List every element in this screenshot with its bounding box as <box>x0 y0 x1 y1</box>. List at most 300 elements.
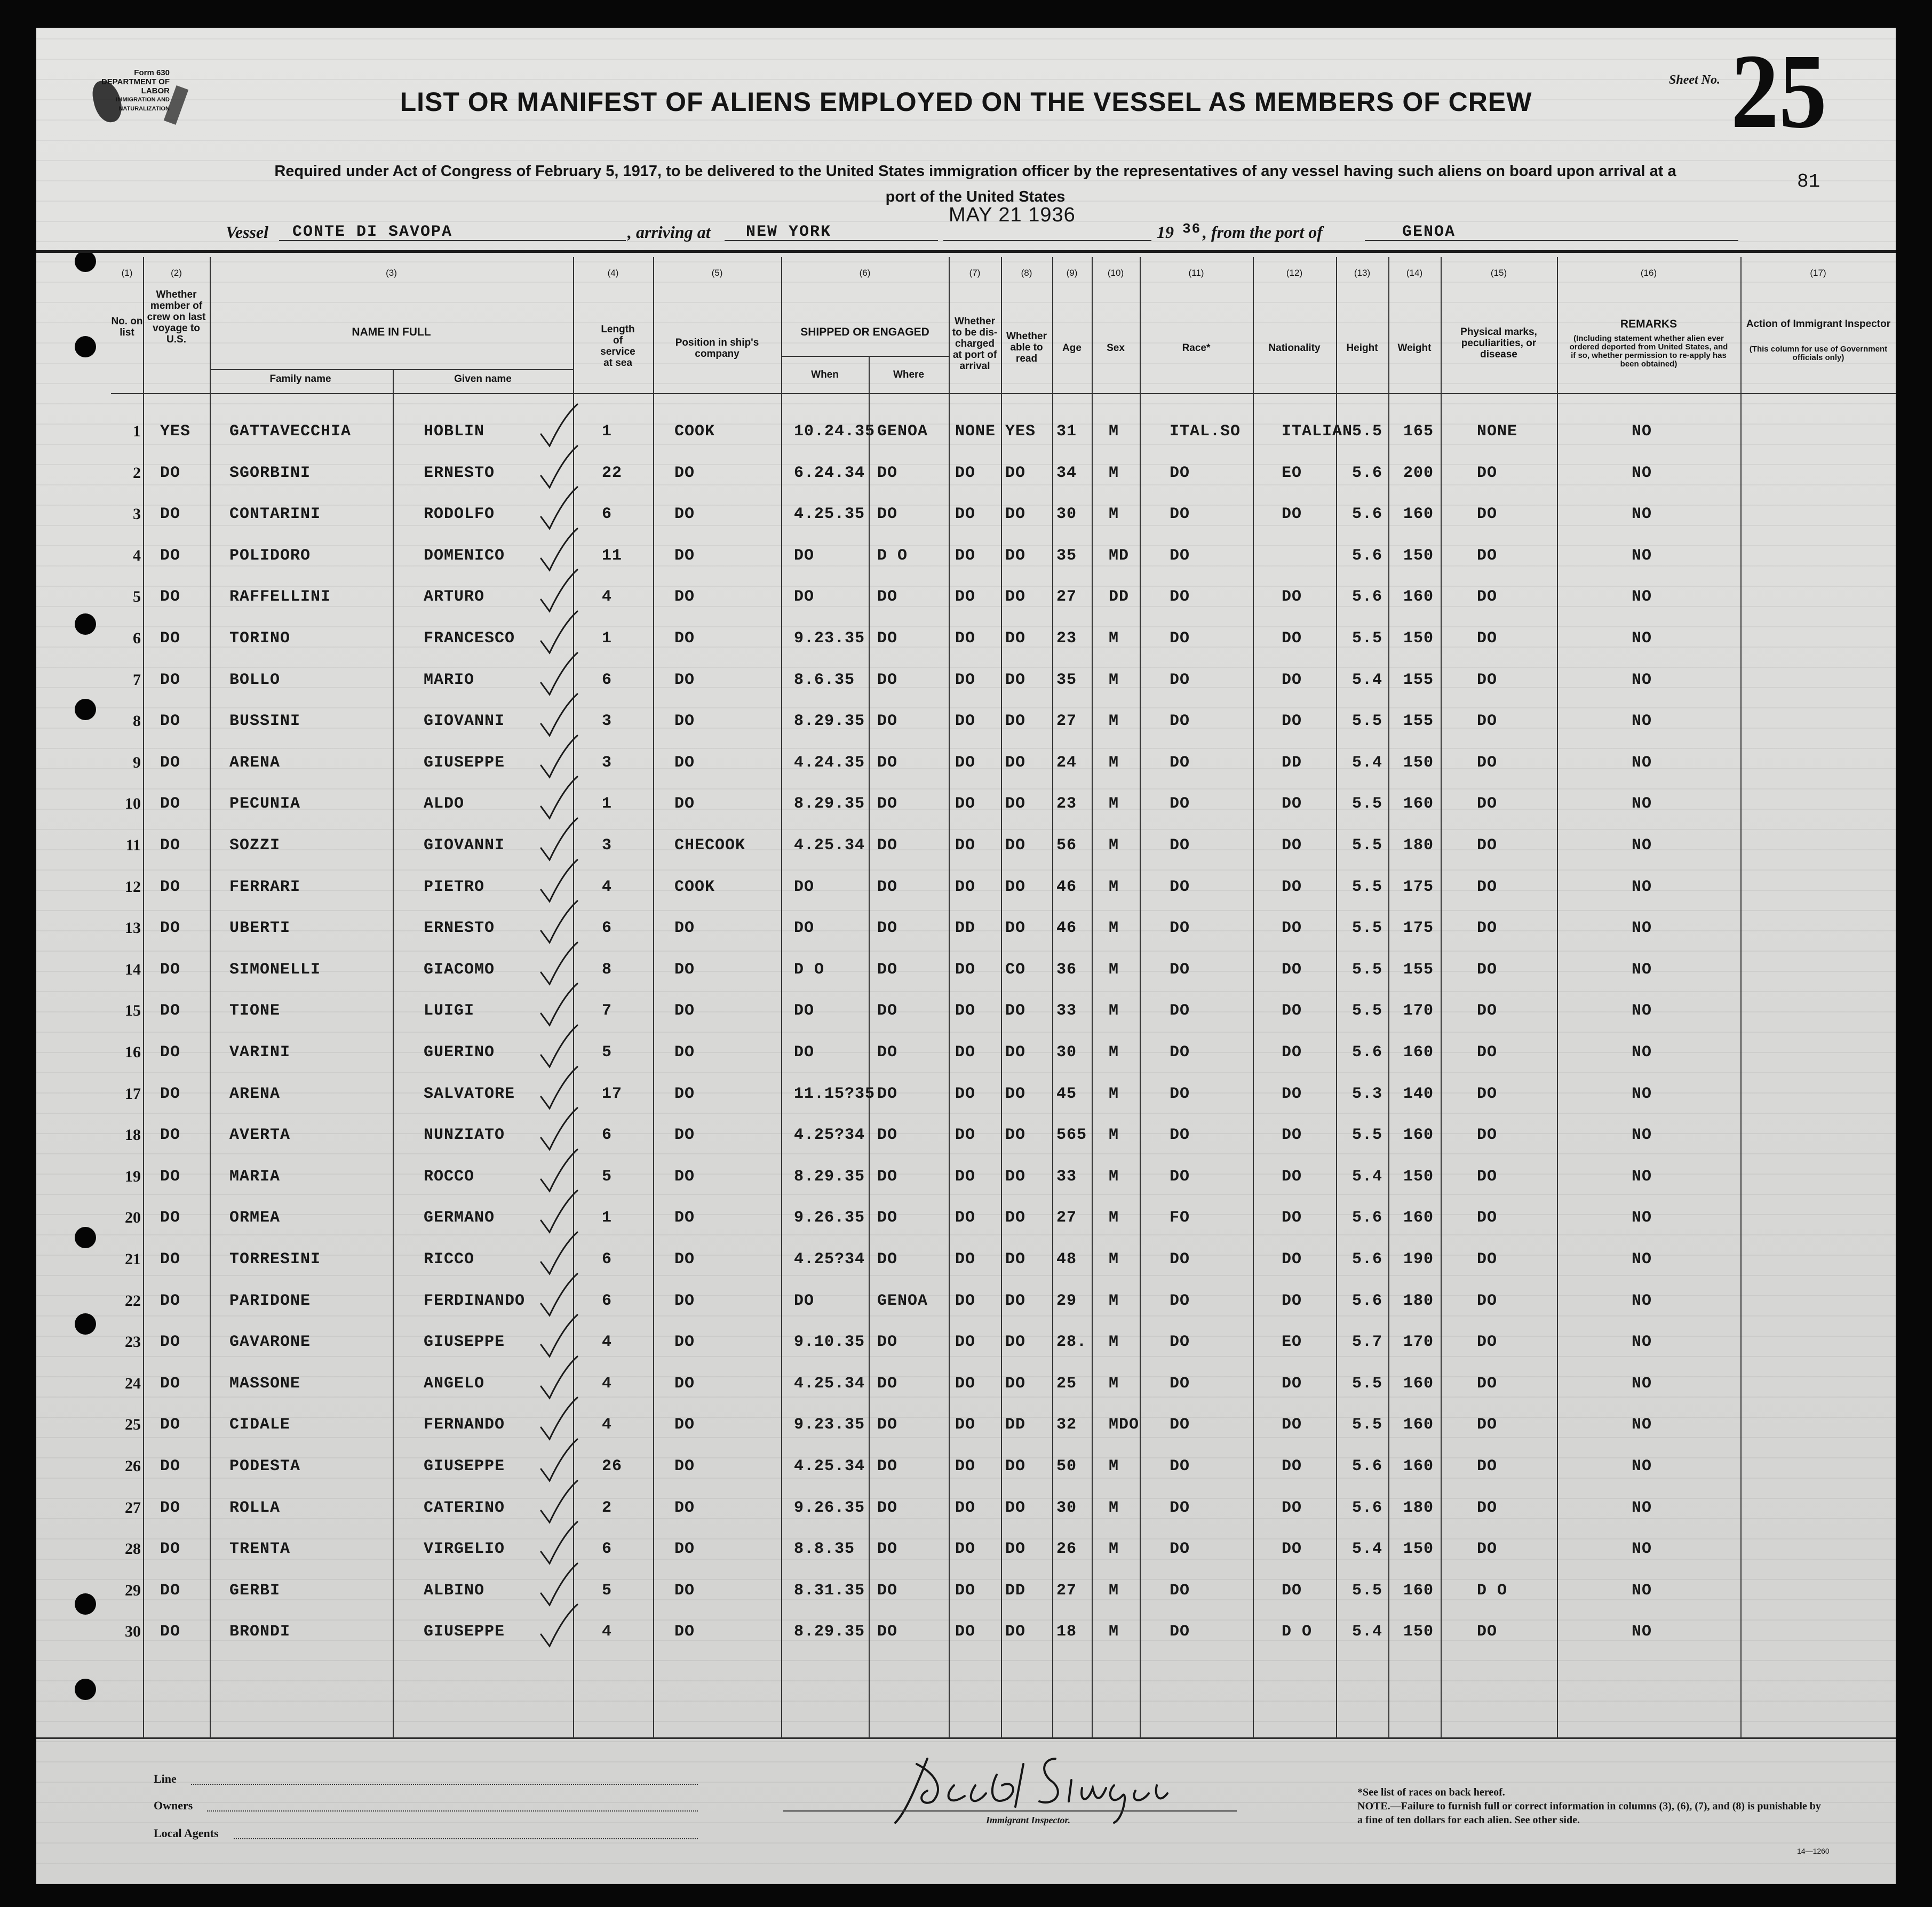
cell-family: POLIDORO <box>229 546 311 565</box>
cell-age: 25 <box>1056 1374 1077 1393</box>
cell-where: DO <box>877 505 898 524</box>
check-mark-icon <box>537 1312 579 1360</box>
cell-weight: 180 <box>1403 1291 1434 1310</box>
cell-height: 5.5 <box>1352 877 1383 896</box>
arriving-label: , arriving at <box>627 222 711 242</box>
cell-age: 30 <box>1056 505 1077 524</box>
cell-position: DO <box>674 753 695 772</box>
cell-weight: 155 <box>1403 671 1434 689</box>
cell-where: DO <box>877 1043 898 1062</box>
cell-read: YES <box>1005 422 1036 441</box>
check-mark-icon <box>537 1146 579 1194</box>
signature-line <box>783 1810 1237 1812</box>
cell-given: FERNANDO <box>424 1416 505 1434</box>
date-underline <box>943 240 1151 241</box>
check-mark-icon <box>537 566 579 615</box>
cell-discharged: DO <box>955 712 976 731</box>
table-row <box>36 1582 1896 1623</box>
cell-length: 6 <box>602 1126 613 1145</box>
cell-age: 26 <box>1056 1540 1077 1559</box>
cell-where: DO <box>877 919 898 938</box>
check-mark-icon <box>537 608 579 656</box>
cell-crew: DO <box>160 1333 181 1352</box>
cell-position: DO <box>674 464 695 482</box>
cell-read: DO <box>1005 1043 1026 1062</box>
cell-discharged: DO <box>955 1540 976 1559</box>
cell-read: DO <box>1005 1374 1026 1393</box>
cell-sex: MDO <box>1109 1416 1140 1434</box>
sheet-label: Sheet No. <box>1669 73 1720 87</box>
cell-given: CATERINO <box>424 1498 505 1517</box>
cell-family: PARIDONE <box>229 1291 311 1310</box>
cell-sex: M <box>1109 1043 1119 1062</box>
header-remarks-note: (Including statement whether alien ever ordered deported from United States, and if so, whether permission to re-apply has been obtained) <box>1569 334 1728 369</box>
cell-age: 35 <box>1056 546 1077 565</box>
row-number: 15 <box>125 1002 141 1020</box>
cell-crew: DO <box>160 1167 181 1186</box>
cell-position: COOK <box>674 877 715 896</box>
cell-marks: DO <box>1477 1167 1498 1186</box>
cell-age: 34 <box>1056 464 1077 482</box>
cell-sex: M <box>1109 1084 1119 1103</box>
row-number: 4 <box>133 546 141 564</box>
cell-when: 8.31.35 <box>794 1581 865 1600</box>
cell-position: DO <box>674 588 695 607</box>
cell-nationality: DO <box>1282 1498 1302 1517</box>
cell-crew: DO <box>160 836 181 855</box>
cell-discharged: DO <box>955 1250 976 1268</box>
colnum-7: (7) <box>969 268 981 278</box>
cell-race: DO <box>1170 1333 1190 1352</box>
cell-remarks: NO <box>1632 1002 1652 1020</box>
cell-length: 5 <box>602 1581 613 1600</box>
cell-crew: DO <box>160 1084 181 1103</box>
cell-position: DO <box>674 1126 695 1145</box>
form-code: 14—1260 <box>1797 1847 1830 1855</box>
cell-marks: DO <box>1477 505 1498 524</box>
name-subheader-rule <box>210 369 573 370</box>
cell-race: DO <box>1170 919 1190 938</box>
punch-hole <box>75 251 96 272</box>
check-mark-icon <box>537 732 579 780</box>
cell-sex: M <box>1109 1250 1119 1268</box>
cell-discharged: DO <box>955 1581 976 1600</box>
line-underline <box>191 1784 698 1785</box>
footnote-penalty: NOTE.—Failure to furnish full or correct information in columns (3), (6), (7), and (8) is punishable by a fine of ten dollars for each alien. See other side. <box>1357 1800 1821 1826</box>
cell-height: 5.5 <box>1352 1581 1383 1600</box>
cell-discharged: DO <box>955 546 976 565</box>
colnum-16: (16) <box>1640 268 1657 278</box>
cell-height: 5.6 <box>1352 1209 1383 1227</box>
cell-crew: DO <box>160 1126 181 1145</box>
check-mark-icon <box>537 484 579 532</box>
table-row <box>36 1499 1896 1541</box>
cell-where: D O <box>877 546 908 565</box>
cell-crew: DO <box>160 1002 181 1020</box>
cell-nationality: DO <box>1282 919 1302 938</box>
cell-discharged: DO <box>955 1623 976 1641</box>
cell-given: GUERINO <box>424 1043 495 1062</box>
cell-race: DO <box>1170 588 1190 607</box>
cell-marks: DO <box>1477 1209 1498 1227</box>
cell-remarks: NO <box>1632 629 1652 648</box>
cell-height: 5.5 <box>1352 1126 1383 1145</box>
header-crew-last-voyage: Whether member of crew on last voyage to U.S. <box>147 289 206 345</box>
cell-height: 5.4 <box>1352 753 1383 772</box>
cell-race: DO <box>1170 795 1190 813</box>
cell-crew: DO <box>160 464 181 482</box>
cell-nationality: DO <box>1282 712 1302 731</box>
cell-weight: 150 <box>1403 1540 1434 1559</box>
cell-when: 8.29.35 <box>794 1167 865 1186</box>
colnum-9: (9) <box>1066 268 1078 278</box>
cell-race: DO <box>1170 1167 1190 1186</box>
cell-age: 33 <box>1056 1002 1077 1020</box>
cell-position: DO <box>674 1250 695 1268</box>
cell-sex: M <box>1109 1126 1119 1145</box>
table-row <box>36 754 1896 795</box>
check-mark-icon <box>537 1064 579 1112</box>
table-row <box>36 1250 1896 1292</box>
check-mark-icon <box>537 691 579 739</box>
cell-height: 5.5 <box>1352 836 1383 855</box>
cell-nationality: DO <box>1282 1457 1302 1475</box>
header-able-read: Whether able to read <box>1006 331 1047 364</box>
table-row <box>36 588 1896 629</box>
cell-remarks: NO <box>1632 836 1652 855</box>
cell-discharged: DO <box>955 588 976 607</box>
cell-marks: DO <box>1477 588 1498 607</box>
row-number: 27 <box>125 1498 141 1517</box>
cell-weight: 150 <box>1403 546 1434 565</box>
cell-where: DO <box>877 1002 898 1020</box>
check-mark-icon <box>537 1022 579 1070</box>
cell-marks: DO <box>1477 712 1498 731</box>
cell-read: DO <box>1005 1167 1026 1186</box>
cell-race: DO <box>1170 1043 1190 1062</box>
cell-given: LUIGI <box>424 1002 475 1020</box>
cell-height: 5.5 <box>1352 422 1383 441</box>
cell-crew: DO <box>160 1374 181 1393</box>
check-mark-icon <box>537 1478 579 1526</box>
cell-weight: 155 <box>1403 960 1434 979</box>
cell-age: 45 <box>1056 1084 1077 1103</box>
cell-remarks: NO <box>1632 1416 1652 1434</box>
colnum-6: (6) <box>859 268 871 278</box>
cell-nationality: D O <box>1282 1623 1313 1641</box>
cell-discharged: DO <box>955 1209 976 1227</box>
cell-when: 4.25.35 <box>794 505 865 524</box>
cell-when: 11.15?35 <box>794 1084 876 1103</box>
cell-crew: DO <box>160 712 181 731</box>
row-number: 8 <box>133 712 141 730</box>
header-where: Where <box>893 369 925 380</box>
cell-read: DO <box>1005 1126 1026 1145</box>
cell-marks: DO <box>1477 960 1498 979</box>
cell-age: 24 <box>1056 753 1077 772</box>
cell-nationality: ITALIAN <box>1282 422 1353 441</box>
cell-crew: DO <box>160 795 181 813</box>
cell-position: DO <box>674 1457 695 1475</box>
cell-marks: DO <box>1477 919 1498 938</box>
cell-length: 4 <box>602 1333 613 1352</box>
cell-marks: DO <box>1477 546 1498 565</box>
cell-weight: 180 <box>1403 836 1434 855</box>
cell-remarks: NO <box>1632 1126 1652 1145</box>
cell-given: ROCCO <box>424 1167 475 1186</box>
cell-where: DO <box>877 1250 898 1268</box>
cell-position: DO <box>674 629 695 648</box>
cell-position: COOK <box>674 422 715 441</box>
cell-height: 5.5 <box>1352 960 1383 979</box>
vessel-label: Vessel <box>226 222 268 242</box>
row-number: 20 <box>125 1209 141 1227</box>
cell-remarks: NO <box>1632 919 1652 938</box>
row-number: 13 <box>125 919 141 937</box>
cell-marks: DO <box>1477 671 1498 689</box>
cell-sex: M <box>1109 505 1119 524</box>
cell-sex: M <box>1109 1209 1119 1227</box>
cell-position: DO <box>674 1416 695 1434</box>
row-number: 18 <box>125 1126 141 1144</box>
cell-height: 5.4 <box>1352 1167 1383 1186</box>
cell-age: 27 <box>1056 712 1077 731</box>
cell-position: DO <box>674 1498 695 1517</box>
row-number: 6 <box>133 629 141 647</box>
check-mark-icon <box>537 443 579 491</box>
cell-weight: 150 <box>1403 629 1434 648</box>
cell-given: GIUSEPPE <box>424 753 505 772</box>
cell-age: 32 <box>1056 1416 1077 1434</box>
cell-race: DO <box>1170 753 1190 772</box>
check-mark-icon <box>537 1601 579 1649</box>
check-mark-icon <box>537 939 579 987</box>
cell-crew: DO <box>160 629 181 648</box>
cell-where: DO <box>877 1209 898 1227</box>
cell-height: 5.7 <box>1352 1333 1383 1352</box>
cell-nationality: DO <box>1282 877 1302 896</box>
cell-position: DO <box>674 1374 695 1393</box>
header-weight: Weight <box>1397 342 1432 354</box>
table-row <box>36 1333 1896 1375</box>
footnote <box>1357 1785 1827 1827</box>
cell-when: 8.29.35 <box>794 712 865 731</box>
cell-when: 4.25.34 <box>794 1457 865 1475</box>
cell-position: DO <box>674 1043 695 1062</box>
cell-age: 33 <box>1056 1167 1077 1186</box>
row-number: 5 <box>133 588 141 606</box>
cell-age: 28. <box>1056 1333 1087 1352</box>
cell-sex: M <box>1109 1581 1119 1600</box>
check-mark-icon <box>537 401 579 449</box>
cell-weight: 165 <box>1403 422 1434 441</box>
cell-marks: DO <box>1477 629 1498 648</box>
cell-race: DO <box>1170 1084 1190 1103</box>
cell-race: DO <box>1170 836 1190 855</box>
row-number: 23 <box>125 1333 141 1351</box>
cell-read: DO <box>1005 919 1026 938</box>
cell-when: 8.8.35 <box>794 1540 855 1559</box>
cell-family: MARIA <box>229 1167 281 1186</box>
cell-weight: 160 <box>1403 1126 1434 1145</box>
vessel-name: CONTE DI SAVOPA <box>292 223 453 241</box>
cell-family: TORRESINI <box>229 1250 321 1268</box>
cell-given: PIETRO <box>424 877 485 896</box>
cell-age: 18 <box>1056 1623 1077 1641</box>
colnum-12: (12) <box>1286 268 1303 278</box>
cell-marks: D O <box>1477 1581 1508 1600</box>
cell-where: DO <box>877 795 898 813</box>
cell-remarks: NO <box>1632 422 1652 441</box>
cell-given: FRANCESCO <box>424 629 515 648</box>
cell-remarks: NO <box>1632 505 1652 524</box>
cell-read: DO <box>1005 464 1026 482</box>
table-row <box>36 712 1896 754</box>
cell-position: DO <box>674 1002 695 1020</box>
table-row <box>36 878 1896 920</box>
page-subtitle: Required under Act of Congress of February 5, 1917, to be delivered to the United States immigration officer by the representatives of any vessel having such aliens on board upon arrival at a port of the United States <box>274 163 1676 205</box>
cell-given: NUNZIATO <box>424 1126 505 1145</box>
cell-position: DO <box>674 1581 695 1600</box>
cell-height: 5.5 <box>1352 1002 1383 1020</box>
cell-position: DO <box>674 1623 695 1641</box>
cell-where: DO <box>877 1126 898 1145</box>
cell-sex: M <box>1109 753 1119 772</box>
cell-weight: 160 <box>1403 588 1434 607</box>
cell-race: DO <box>1170 1623 1190 1641</box>
cell-marks: DO <box>1477 1043 1498 1062</box>
cell-when: 8.29.35 <box>794 795 865 813</box>
from-port: GENOA <box>1402 223 1456 241</box>
cell-marks: DO <box>1477 836 1498 855</box>
table-row <box>36 1043 1896 1085</box>
row-number: 12 <box>125 877 141 896</box>
cell-marks: DO <box>1477 1084 1498 1103</box>
cell-weight: 150 <box>1403 1623 1434 1641</box>
cell-position: DO <box>674 795 695 813</box>
row-number: 24 <box>125 1374 141 1392</box>
colnum-15: (15) <box>1490 268 1507 278</box>
cell-sex: MD <box>1109 546 1130 565</box>
table-row <box>36 629 1896 671</box>
cell-family: BOLLO <box>229 671 281 689</box>
row-number: 16 <box>125 1043 141 1061</box>
table-row <box>36 1375 1896 1416</box>
cell-discharged: DO <box>955 1498 976 1517</box>
cell-remarks: NO <box>1632 1209 1652 1227</box>
cell-crew: DO <box>160 588 181 607</box>
cell-height: 5.4 <box>1352 1623 1383 1641</box>
cell-given: ERNESTO <box>424 464 495 482</box>
cell-marks: DO <box>1477 753 1498 772</box>
owners-label: Owners <box>154 1799 193 1812</box>
colnum-14: (14) <box>1406 268 1423 278</box>
cell-length: 4 <box>602 1416 613 1434</box>
cell-read: CO <box>1005 960 1026 979</box>
cell-height: 5.5 <box>1352 1374 1383 1393</box>
cell-family: CONTARINI <box>229 505 321 524</box>
cell-given: DOMENICO <box>424 546 505 565</box>
cell-marks: DO <box>1477 1623 1498 1641</box>
cell-family: VARINI <box>229 1043 291 1062</box>
cell-marks: DO <box>1477 1374 1498 1393</box>
cell-weight: 175 <box>1403 919 1434 938</box>
cell-marks: DO <box>1477 1498 1498 1517</box>
check-mark-icon <box>537 857 579 905</box>
cell-family: ARENA <box>229 753 281 772</box>
table-row <box>36 505 1896 547</box>
sheet-subnumber: 81 <box>1797 171 1820 193</box>
cell-weight: 180 <box>1403 1498 1434 1517</box>
cell-age: 29 <box>1056 1291 1077 1310</box>
cell-position: DO <box>674 1084 695 1103</box>
colnum-3: (3) <box>386 268 397 278</box>
cell-discharged: NONE <box>955 422 996 441</box>
cell-when: 4.25?34 <box>794 1126 865 1145</box>
cell-race: DO <box>1170 1581 1190 1600</box>
cell-sex: M <box>1109 1498 1119 1517</box>
row-number: 22 <box>125 1291 141 1310</box>
cell-remarks: NO <box>1632 960 1652 979</box>
cell-given: MARIO <box>424 671 475 689</box>
cell-when: 8.6.35 <box>794 671 855 689</box>
check-mark-icon <box>537 1187 579 1235</box>
table-row <box>36 422 1896 464</box>
cell-discharged: DO <box>955 877 976 896</box>
cell-length: 6 <box>602 1291 613 1310</box>
cell-race: DO <box>1170 464 1190 482</box>
cell-nationality: DO <box>1282 795 1302 813</box>
cell-weight: 170 <box>1403 1333 1434 1352</box>
cell-discharged: DO <box>955 1043 976 1062</box>
cell-race: DO <box>1170 1126 1190 1145</box>
header-family-name: Family name <box>269 373 331 385</box>
cell-where: DO <box>877 629 898 648</box>
cell-discharged: DO <box>955 1374 976 1393</box>
check-mark-icon <box>537 1271 579 1319</box>
cell-weight: 200 <box>1403 464 1434 482</box>
cell-length: 6 <box>602 919 613 938</box>
cell-where: DO <box>877 1333 898 1352</box>
colnum-8: (8) <box>1021 268 1032 278</box>
cell-race: DO <box>1170 1457 1190 1475</box>
cell-height: 5.6 <box>1352 588 1383 607</box>
row-number: 7 <box>133 671 141 689</box>
cell-length: 1 <box>602 629 613 648</box>
cell-weight: 160 <box>1403 795 1434 813</box>
cell-position: DO <box>674 960 695 979</box>
cell-weight: 160 <box>1403 505 1434 524</box>
cell-discharged: DO <box>955 753 976 772</box>
cell-marks: DO <box>1477 1333 1498 1352</box>
cell-where: DO <box>877 836 898 855</box>
cell-remarks: NO <box>1632 1581 1652 1600</box>
cell-discharged: DD <box>955 919 976 938</box>
cell-read: DO <box>1005 1084 1026 1103</box>
cell-length: 5 <box>602 1167 613 1186</box>
cell-marks: DO <box>1477 795 1498 813</box>
cell-sex: M <box>1109 877 1119 896</box>
cell-age: 565 <box>1056 1126 1087 1145</box>
cell-sex: M <box>1109 836 1119 855</box>
cell-nationality: EO <box>1282 1333 1302 1352</box>
cell-sex: M <box>1109 1457 1119 1475</box>
cell-read: DO <box>1005 753 1026 772</box>
colnum-5: (5) <box>711 268 723 278</box>
cell-nationality: DD <box>1282 753 1302 772</box>
cell-position: DO <box>674 1291 695 1310</box>
cell-when: 4.24.35 <box>794 753 865 772</box>
